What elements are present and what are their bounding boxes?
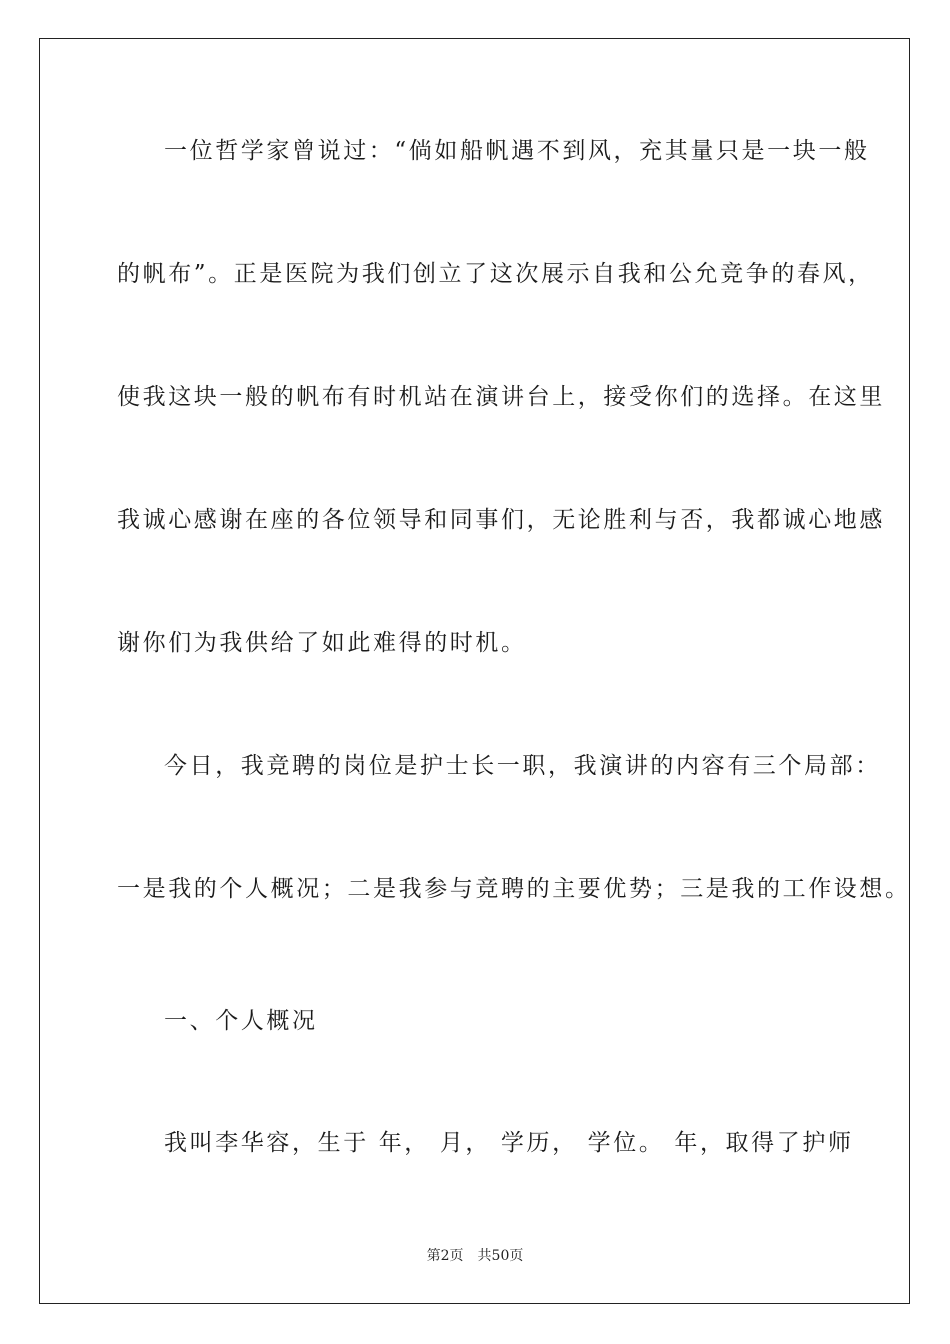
paragraph-line-2: 的帆布”。正是医院为我们创立了这次展示自我和公允竞争的春风， [117,261,874,287]
paragraph-line-3: 使我这块一般的帆布有时机站在演讲台上，接受你们的选择。在这里 [117,384,885,410]
paragraph-line-6: 今日，我竞聘的岗位是护士长一职，我演讲的内容有三个局部： [164,753,881,779]
page-number: 第2页 [426,1248,464,1264]
page-border [39,38,910,1304]
paragraph-line-5: 谢你们为我供给了如此难得的时机。 [117,630,527,656]
paragraph-line-1: 一位哲学家曾说过：“倘如船帆遇不到风，充其量只是一块一般 [164,138,870,164]
page-total: 共50页 [477,1248,524,1264]
paragraph-line-4: 我诚心感谢在座的各位领导和同事们，无论胜利与否，我都诚心地感 [117,507,885,533]
page-footer [0,1246,950,1266]
section-heading-personal-overview: 一、个人概况 [164,1008,318,1034]
paragraph-line-9: 我叫李华容，生于 年， 月， 学历， 学位。 年，取得了护师 [164,1130,854,1156]
paragraph-line-7: 一是我的个人概况；二是我参与竞聘的主要优势；三是我的工作设想。 [117,876,911,902]
